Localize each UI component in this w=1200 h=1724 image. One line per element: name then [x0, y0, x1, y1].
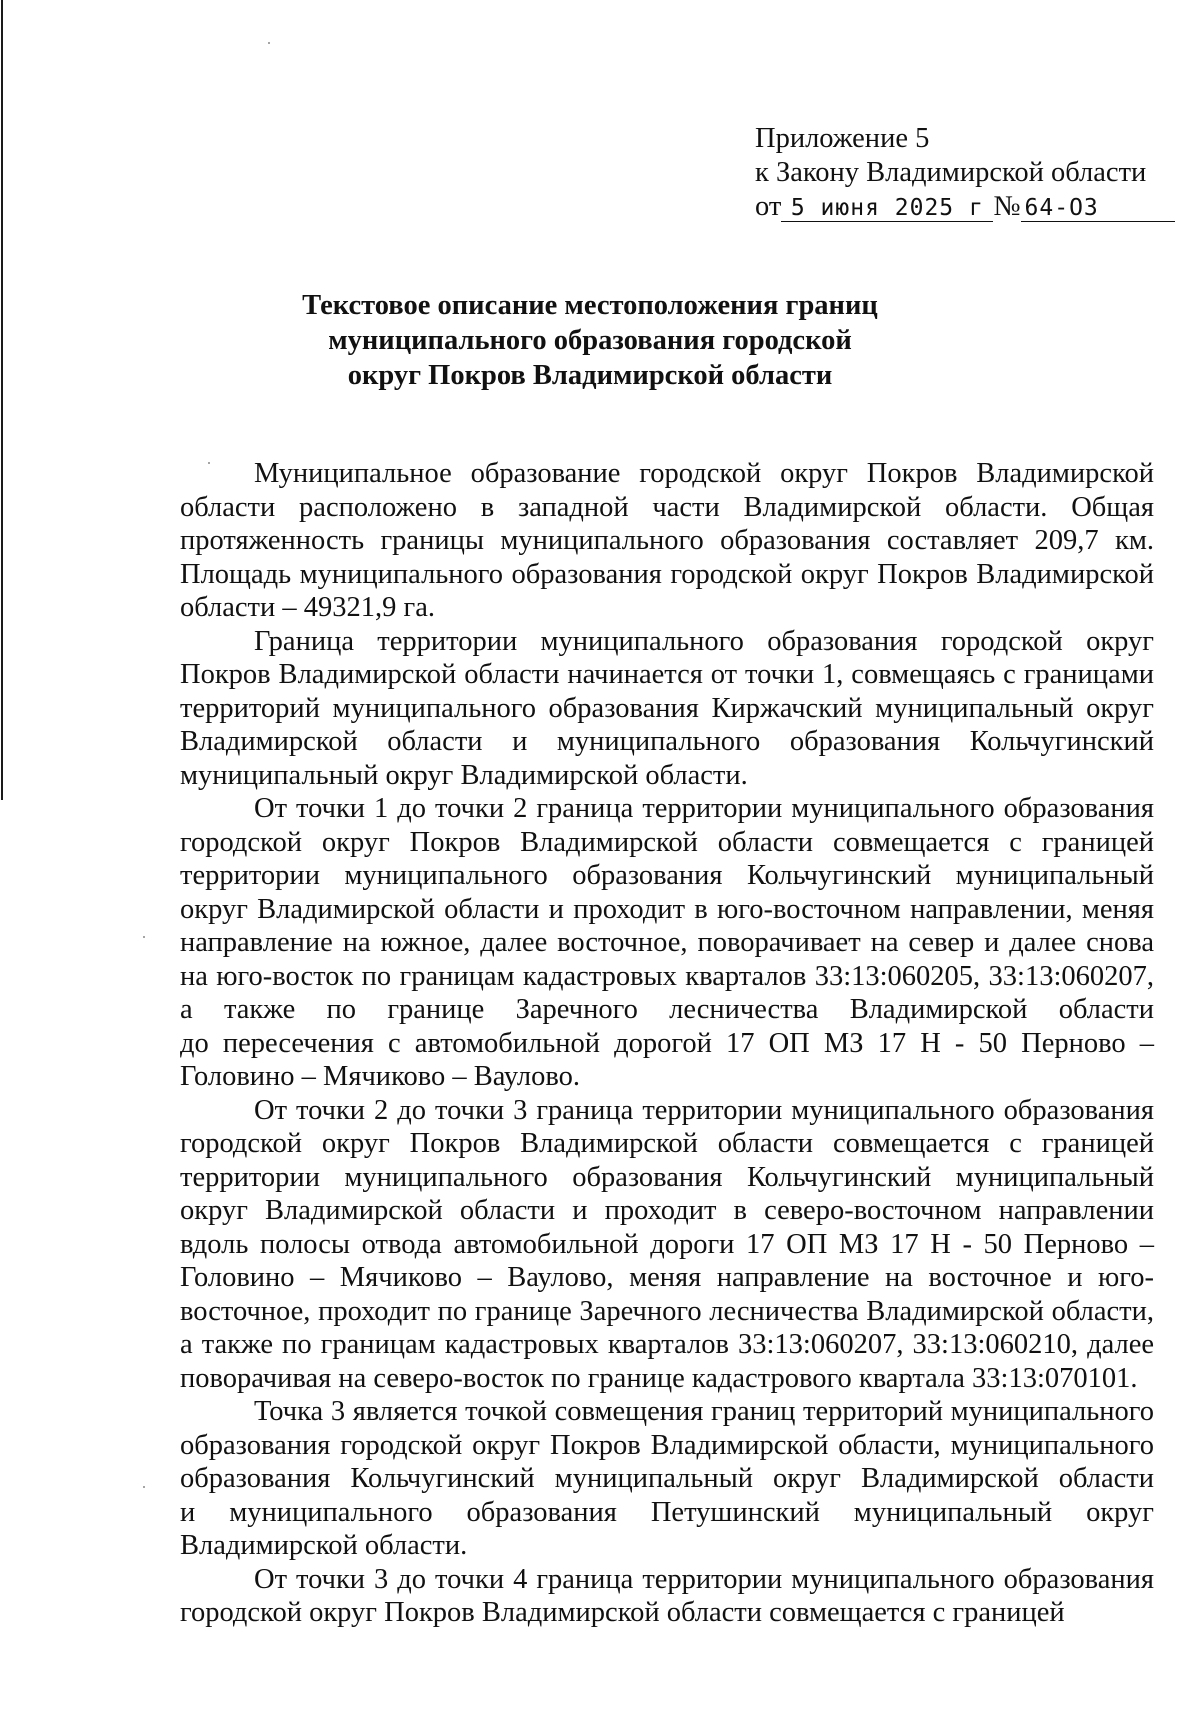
paragraph-line: муниципальный округ Владимирской области.	[180, 759, 748, 791]
paragraph-line: области расположено в западной части Владимирской области. Общая	[180, 491, 1154, 523]
body-paragraph	[180, 1395, 1154, 1563]
title-line: округ Покров Владимирской области	[347, 360, 833, 391]
appendix-header	[755, 122, 1175, 224]
paragraph-line: территории муниципального образования Кольчугинский муниципальный	[180, 860, 1154, 891]
paragraph-line: От точки 2 до точки 3 граница территории муниципального образования	[254, 1094, 1154, 1126]
paragraph-line: области – 49321,9 га.	[180, 592, 435, 623]
paragraph-line: От точки 1 до точки 2 граница территории муниципального образования	[254, 793, 1154, 824]
appendix-date: 5 июня 2025 г	[781, 195, 993, 222]
paragraph-line: протяженность границы муниципального образования составляет 209,7 км.	[180, 525, 1154, 556]
scan-speck	[143, 936, 145, 938]
scan-speck	[268, 42, 270, 44]
paragraph-line: Площадь муниципального образования городской округ Покров Владимирской	[180, 558, 1154, 590]
body-paragraph	[180, 1563, 1154, 1630]
appendix-from-prefix: от	[755, 191, 782, 222]
paragraph-line: вдоль полосы отвода автомобильной дороги 17 ОП МЗ 17 Н - 50 Перново –	[180, 1228, 1154, 1260]
paragraph-line: Граница территории муниципального образования городской округ	[254, 625, 1154, 657]
title-line: Текстовое описание местоположения границ	[302, 290, 878, 321]
paragraph-line: Владимирской области и муниципального образования Кольчугинский	[180, 726, 1154, 757]
paragraph-line: От точки 3 до точки 4 граница территории муниципального образования	[254, 1563, 1154, 1595]
appendix-law-number: 64-ОЗ	[1021, 195, 1175, 222]
paragraph-line: городской округ Покров Владимирской области совмещается с границей	[180, 1128, 1154, 1159]
paragraph-line: поворачивая на северо-восток по границе кадастрового квартала 33:13:070101.	[180, 1362, 1138, 1394]
paragraph-line: образования Кольчугинский муниципальный округ Владимирской области	[180, 1463, 1154, 1494]
paragraph-line: городской округ Покров Владимирской области совмещается с границей	[180, 826, 1154, 858]
paragraph-line: округ Владимирской области и проходит в юго-восточном направлении, меняя	[180, 893, 1154, 925]
document-title	[290, 288, 890, 393]
body-paragraph	[180, 1094, 1154, 1396]
appendix-number-sign: №	[993, 191, 1021, 222]
appendix-law-reference: к Закону Владимирской области	[755, 157, 1147, 188]
paragraph-line: территорий муниципального образования Киржачский муниципальный округ	[180, 692, 1154, 724]
paragraph-line: Покров Владимирской области начинается от точки 1, совмещаясь с границами	[180, 659, 1154, 690]
paragraph-line: Головино – Мячиково – Ваулово, меняя направление на восточное и юго-	[180, 1262, 1154, 1293]
paragraph-line: а также по границе Заречного лесничества Владимирской области	[180, 994, 1154, 1025]
document-body	[180, 457, 1154, 1630]
paragraph-line: Головино – Мячиково – Ваулово.	[180, 1061, 581, 1092]
title-line: муниципального образования городской	[328, 325, 852, 356]
body-paragraph	[180, 792, 1154, 1094]
body-paragraph	[180, 457, 1154, 625]
appendix-number: Приложение 5	[755, 123, 930, 154]
body-paragraph	[180, 625, 1154, 793]
scan-page-edge	[1, 0, 3, 800]
paragraph-line: а также по границам кадастровых кварталов 33:13:060207, 33:13:060210, далее	[180, 1329, 1154, 1360]
paragraph-line: восточное, проходит по границе Заречного лесничества Владимирской области,	[180, 1295, 1154, 1327]
paragraph-line: территории муниципального образования Кольчугинский муниципальный	[180, 1161, 1154, 1193]
paragraph-line: направление на южное, далее восточное, поворачивает на север и далее снова	[180, 927, 1154, 958]
paragraph-line: до пересечения с автомобильной дорогой 17 ОП МЗ 17 Н - 50 Перново –	[180, 1027, 1154, 1059]
paragraph-line: городской округ Покров Владимирской области совмещается с границей	[180, 1597, 1065, 1628]
paragraph-line: Владимирской области.	[180, 1530, 468, 1561]
paragraph-line: Точка 3 является точкой совмещения границ территорий муниципального	[254, 1396, 1154, 1427]
paragraph-line: на юго-восток по границам кадастровых кварталов 33:13:060205, 33:13:060207,	[180, 960, 1154, 992]
paragraph-line: округ Владимирской области и проходит в северо-восточном направлении	[180, 1195, 1154, 1226]
paragraph-line: Муниципальное образование городской округ Покров Владимирской	[254, 458, 1154, 489]
paragraph-line: образования городской округ Покров Владимирской области, муниципального	[180, 1429, 1154, 1461]
paragraph-line: и муниципального образования Петушинский муниципальный округ	[180, 1496, 1154, 1528]
scan-speck	[143, 1486, 145, 1488]
appendix-date-line	[755, 190, 1175, 224]
